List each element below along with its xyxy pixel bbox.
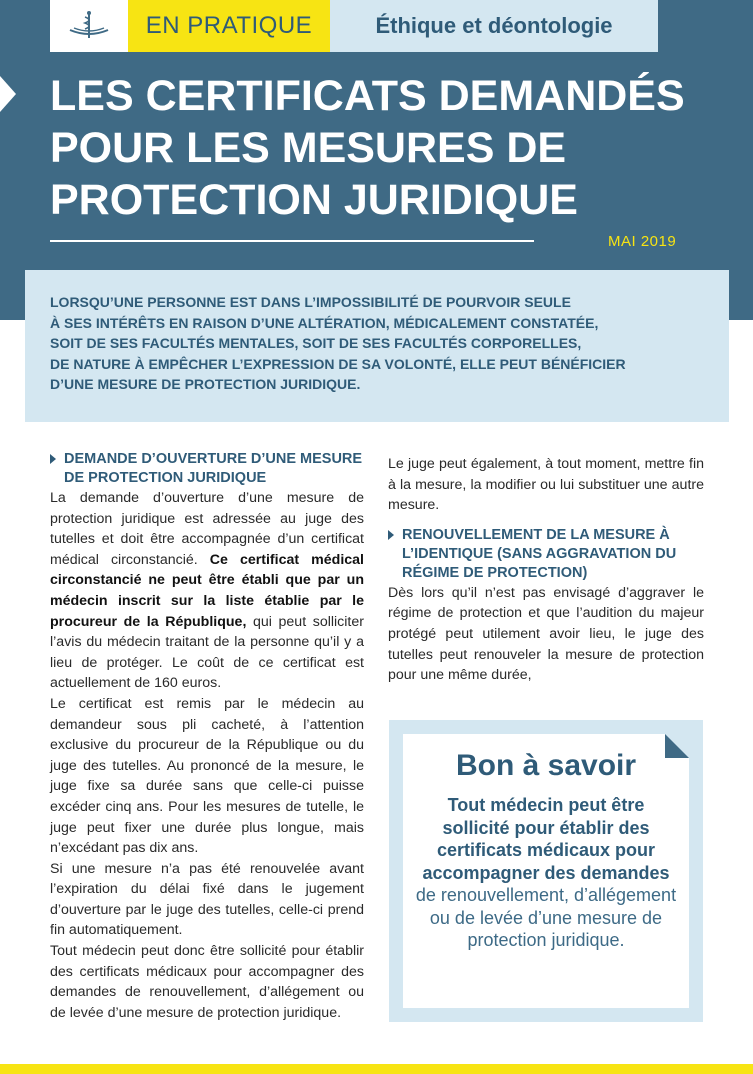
section-heading: DEMANDE D’OUVERTURE D’UNE MESURE DE PROTECTION JURIDIQUE — [50, 450, 364, 488]
footer-stripe — [0, 1064, 753, 1074]
callout-card — [403, 734, 689, 1008]
arrow-marker-icon — [0, 76, 16, 112]
logo — [50, 0, 128, 52]
left-column — [50, 450, 364, 1023]
intro-line: SOIT DE SES FACULTÉS MENTALES, SOIT DE SES FACULTÉS CORPORELLES, — [50, 335, 582, 351]
callout-text: Tout médecin peut être sollicité pour établir des certificats médicaux pour accompagner des demandes de renouvellement, d’allégement ou de levée d’une mesure de protection juridique. — [415, 795, 677, 950]
paragraph: Tout médecin peut donc être sollicité pour établir des certificats médicaux pour accompagner des demandes de renouvellement, d’allégement ou de levée d’une mesure de protection juridique. — [50, 943, 364, 1021]
paragraph: Le certificat est remis par le médecin au demandeur sous pli cacheté, à l’attention exclusive du procureur de la République ou du juge des tutelles. Au prononcé de la mesure, le juge fixe sa durée sans que celle-ci puisse excéder cinq ans. Pour les mesures de tutelle, le juge peut fixer une durée plus longue, mais n’excédant pas dix ans. — [50, 695, 364, 857]
title-line: LES CERTIFICATS DEMANDÉS — [50, 72, 685, 120]
paragraph: Si une mesure n’a pas été renouvelée avant l’expiration du délai fixé dans le jugement d’ouverture par le juge des tutelles, celle-ci prend fin automatiquement. — [50, 860, 364, 939]
section-heading: RENOUVELLEMENT DE LA MESURE À L’IDENTIQUE (SANS AGGRAVATION DU RÉGIME DE PROTECTION) — [388, 526, 704, 583]
title-line: PROTECTION JURIDIQUE — [50, 176, 578, 224]
section-tag: EN PRATIQUE — [128, 0, 330, 52]
intro-line: LORSQU’UNE PERSONNE EST DANS L’IMPOSSIBILITÉ DE POURVOIR SEULE — [50, 294, 571, 310]
page-title — [50, 70, 730, 226]
bullet-triangle-icon — [50, 454, 56, 464]
paragraph: Le juge peut également, à tout moment, mettre fin à la mesure, la modifier ou lui substituer une autre mesure. — [388, 456, 704, 514]
right-column — [388, 454, 704, 686]
intro-line: DE NATURE À EMPÊCHER L’EXPRESSION DE SA VOLONTÉ, ELLE PEUT BÉNÉFICIER — [50, 355, 626, 372]
category-tag: Éthique et déontologie — [330, 0, 658, 52]
callout-title: Bon à savoir — [455, 749, 637, 782]
paragraph: Dès lors qu’il n’est pas envisagé d’aggraver le régime de protection et que l’audition du majeur protégé peut utilement avoir lieu, le juge des tutelles peut renouveler la mesure de protection pour une même durée, — [388, 584, 704, 684]
callout-bold: Tout médecin peut être sollicité pour établir des certificats médicaux pour accompagner des demandes — [422, 795, 670, 883]
intro-box — [25, 270, 729, 422]
bold-emphasis: Ce certificat médical circonstancié ne peut être établi que par un médecin inscrit sur la liste établie par le procureur de la République, — [50, 551, 365, 630]
callout-box — [389, 720, 703, 1022]
title-line: POUR LES MESURES DE — [50, 124, 567, 172]
caduceus-icon — [66, 8, 112, 44]
paragraph: La demande d’ouverture d’une mesure de protection juridique est adressée au juge des tutelles et doit être accompagnée d’un certificat médical circonstancié. Ce certificat médical circonstancié ne peut être établi que par un médecin inscrit sur la liste établie par le procureur de la République, qui peut solliciter l’avis du médecin traitant de la personne qu’il y a lieu de protéger. Le coût de ce certificat est actuellement de 160 euros. — [50, 490, 365, 692]
bullet-triangle-icon — [388, 530, 394, 540]
intro-text — [50, 292, 710, 395]
title-divider — [50, 240, 534, 242]
publication-date: MAI 2019 — [608, 233, 677, 250]
intro-line: D’UNE MESURE DE PROTECTION JURIDIQUE. — [50, 376, 361, 392]
intro-line: À SES INTÉRÊTS EN RAISON D’UNE ALTÉRATION, MÉDICALEMENT CONSTATÉE, — [50, 314, 599, 331]
